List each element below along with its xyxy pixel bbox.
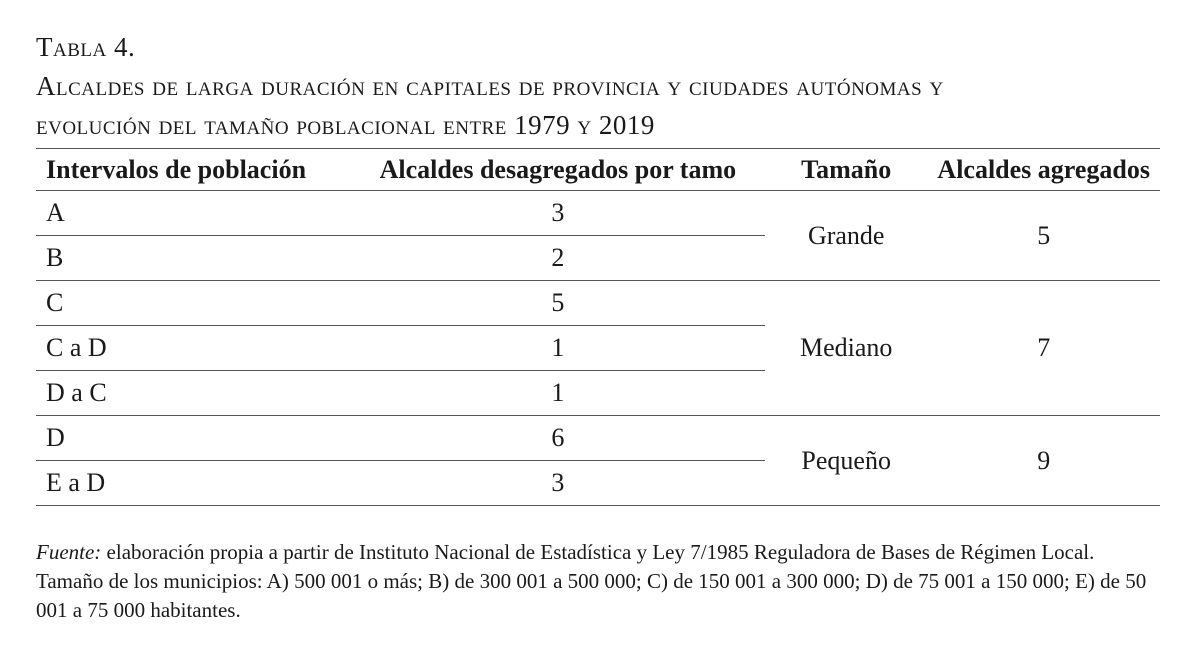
count-cell: 2 [351,236,765,281]
header-size: Tamaño [765,149,927,191]
header-aggregated: Alcaldes agregados [927,149,1160,191]
count-cell: 3 [351,191,765,236]
aggregated-cell: 9 [927,416,1160,506]
aggregated-cell: 7 [927,281,1160,416]
header-intervals: Intervalos de población [36,149,351,191]
aggregated-cell: 5 [927,191,1160,281]
population-table [36,148,1160,506]
interval-cell: C a D [36,326,351,371]
table-row [36,191,1160,236]
count-cell: 6 [351,416,765,461]
table-title-line-1: Alcaldes de larga duración en capitales de provincia y ciudades autónomas y [36,71,944,101]
header-disaggregated: Alcaldes desagregados por tamo [351,149,765,191]
interval-cell: C [36,281,351,326]
table-label: Tabla 4. [36,32,136,62]
size-cell: Grande [765,191,927,281]
interval-cell: D [36,416,351,461]
size-cell: Mediano [765,281,927,416]
count-cell: 3 [351,461,765,506]
table-row [36,281,1160,326]
header-row [36,149,1160,191]
size-cell: Pequeño [765,416,927,506]
count-cell: 1 [351,326,765,371]
table-title-line-2: evolución del tamaño poblacional entre 1979 y 2019 [36,110,655,140]
source-label: Fuente: [36,540,102,564]
interval-cell: D a C [36,371,351,416]
document [36,28,1160,625]
interval-cell: E a D [36,461,351,506]
count-cell: 1 [351,371,765,416]
table-row [36,416,1160,461]
count-cell: 5 [351,281,765,326]
source-text: elaboración propia a partir de Instituto Nacional de Estadística y Ley 7/1985 Reguladora de Bases de Régimen Local. Tamaño de los municipios: A) 500 001 o más; B) de 300 001 a 500 000; C) de 150 001 a 300 000; D) de 75 001 a 150 000; E) de 50 001 a 75 000 habitantes. [36,540,1147,622]
source-note [36,538,1160,625]
interval-cell: A [36,191,351,236]
interval-cell: B [36,236,351,281]
